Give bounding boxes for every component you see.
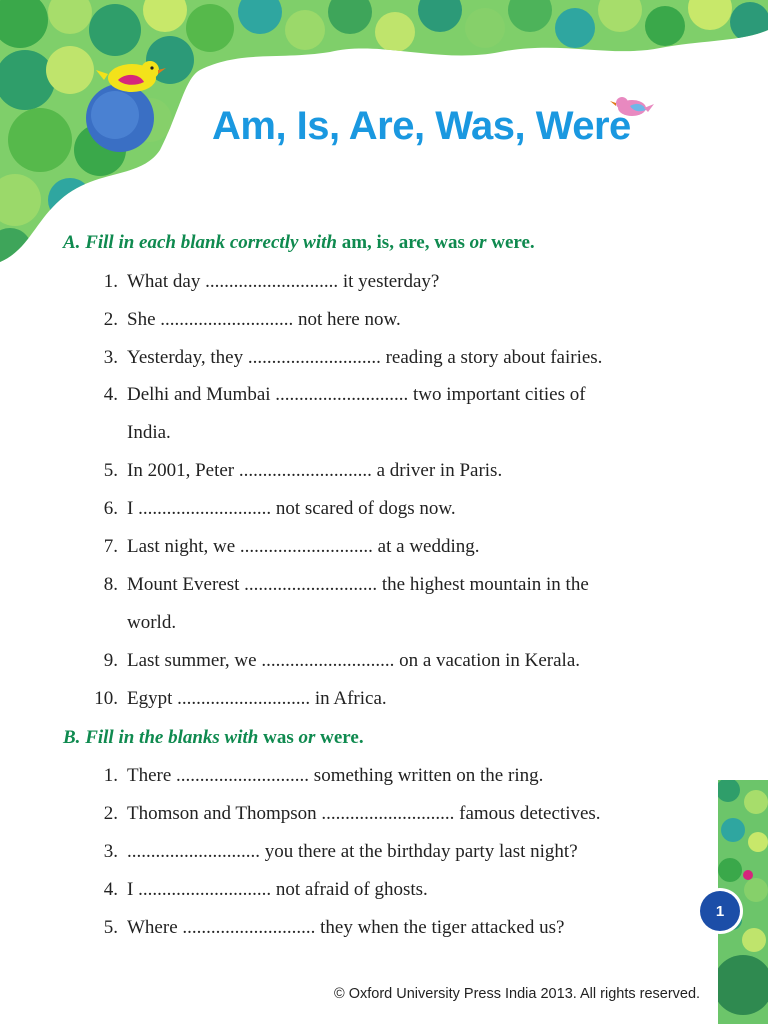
list-item bbox=[90, 384, 586, 406]
section-b-or: or bbox=[298, 727, 316, 748]
list-item bbox=[90, 650, 580, 672]
item-number: 5. bbox=[103, 917, 118, 938]
item-number: 3. bbox=[103, 841, 118, 862]
list-item bbox=[90, 574, 589, 596]
item-text: Where ............................ they when the tiger attacked us? bbox=[127, 917, 565, 938]
item-text: Mount Everest ............................ the highest mountain in the bbox=[127, 574, 589, 595]
item-number: 2. bbox=[103, 803, 118, 824]
item-number: 3. bbox=[103, 347, 118, 368]
section-b-words: was bbox=[263, 727, 294, 748]
section-a-letter: A. bbox=[63, 232, 81, 253]
list-item bbox=[90, 271, 439, 293]
item-text: Delhi and Mumbai ............................ two important cities of bbox=[127, 384, 586, 405]
list-item bbox=[90, 309, 401, 331]
section-a-or: or bbox=[469, 232, 487, 253]
item-text: Last summer, we ............................ on a vacation in Kerala. bbox=[127, 650, 581, 671]
section-b-instruction: Fill in the blanks with bbox=[85, 727, 259, 748]
list-item bbox=[90, 841, 578, 863]
item-continuation: India. bbox=[127, 422, 171, 443]
item-text: I ............................ not scared of dogs now. bbox=[127, 498, 456, 519]
item-text: She ............................ not here now. bbox=[127, 309, 401, 330]
item-text: What day ............................ it yesterday? bbox=[127, 271, 440, 292]
item-number: 10. bbox=[94, 688, 118, 709]
item-number: 1. bbox=[103, 765, 118, 786]
list-item bbox=[90, 917, 564, 939]
item-number: 7. bbox=[103, 536, 118, 557]
list-item bbox=[90, 536, 480, 558]
item-text: I ............................ not afraid of ghosts. bbox=[127, 879, 428, 900]
section-a-heading bbox=[63, 232, 535, 254]
item-number: 8. bbox=[103, 574, 118, 595]
section-b-heading bbox=[63, 727, 364, 749]
item-text: Last night, we ............................ at a wedding. bbox=[127, 536, 480, 557]
list-item bbox=[90, 498, 456, 520]
list-item bbox=[90, 803, 601, 825]
page-number-badge: 1 bbox=[700, 891, 740, 931]
item-number: 9. bbox=[103, 650, 118, 671]
copyright-footer: © Oxford University Press India 2013. All rights reserved. bbox=[334, 986, 701, 1002]
item-number: 5. bbox=[103, 460, 118, 481]
item-text: Thomson and Thompson ............................ famous detectives. bbox=[127, 803, 601, 824]
section-a-words: am, is, are, was bbox=[341, 232, 465, 253]
item-number: 4. bbox=[103, 384, 118, 405]
list-item bbox=[90, 347, 602, 369]
section-b-words-2: were. bbox=[320, 727, 364, 748]
list-item bbox=[90, 460, 502, 482]
page-title: Am, Is, Are, Was, Were bbox=[212, 104, 631, 148]
item-number: 6. bbox=[103, 498, 118, 519]
list-item bbox=[90, 765, 543, 787]
item-continuation: world. bbox=[127, 612, 177, 633]
item-text: ............................ you there at the birthday party last night? bbox=[127, 841, 578, 862]
item-text: There ............................ something written on the ring. bbox=[127, 765, 544, 786]
item-number: 2. bbox=[103, 309, 118, 330]
section-a-instruction: Fill in each blank correctly with bbox=[85, 232, 337, 253]
item-text: Yesterday, they ............................ reading a story about fairies. bbox=[127, 347, 603, 368]
item-number: 1. bbox=[103, 271, 118, 292]
section-a-words-2: were. bbox=[491, 232, 535, 253]
item-text: In 2001, Peter ............................ a driver in Paris. bbox=[127, 460, 503, 481]
list-item bbox=[90, 688, 387, 710]
list-item bbox=[90, 879, 428, 901]
section-b-letter: B. bbox=[63, 727, 81, 748]
item-number: 4. bbox=[103, 879, 118, 900]
item-text: Egypt ............................ in Africa. bbox=[127, 688, 387, 709]
